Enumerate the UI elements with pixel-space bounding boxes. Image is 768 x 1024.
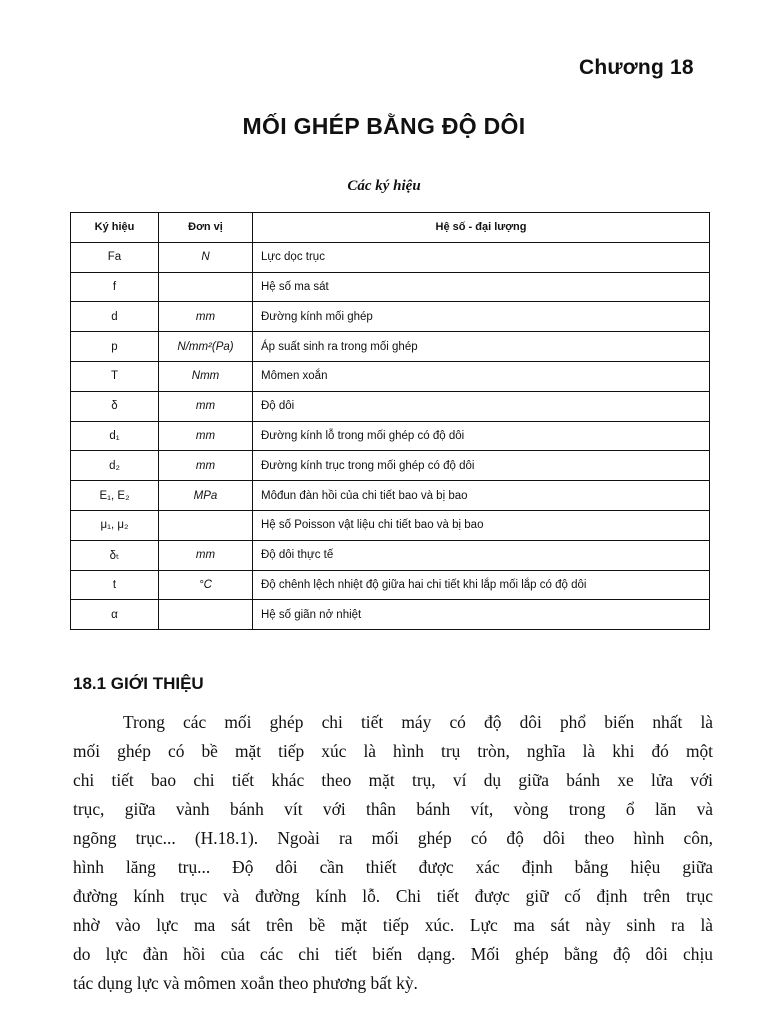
paragraph-line: nhờ vào lực ma sát trên bề mặt tiếp xúc. Lực ma sát này sinh ra là <box>73 915 713 935</box>
table-row <box>71 570 710 600</box>
paragraph-line: hình lăng trụ... Độ dôi cần thiết được xác định bằng hiệu giữa <box>73 857 713 877</box>
cell-symbol: μ₁, μ₂ <box>71 510 159 540</box>
paragraph-line: trục, giữa vành bánh vít với thân bánh vít, vòng trong ổ lăn và <box>73 799 713 819</box>
body-paragraph <box>73 708 713 998</box>
cell-symbol: d₂ <box>71 451 159 481</box>
cell-unit: N/mm²(Pa) <box>159 332 253 362</box>
table-row <box>71 332 710 362</box>
cell-symbol: d <box>71 302 159 332</box>
header-symbol: Ký hiệu <box>71 213 159 243</box>
cell-description: Hệ số ma sát <box>253 272 710 302</box>
table-row <box>71 361 710 391</box>
cell-description: Đường kính lỗ trong mối ghép có độ dôi <box>253 421 710 451</box>
cell-symbol: T <box>71 361 159 391</box>
cell-unit <box>159 272 253 302</box>
cell-description: Mômen xoắn <box>253 361 710 391</box>
paragraph-line: Trong các mối ghép chi tiết máy có độ dôi phổ biến nhất là <box>123 712 713 732</box>
cell-symbol: t <box>71 570 159 600</box>
cell-unit: Nmm <box>159 361 253 391</box>
paragraph-line: do lực đàn hồi của các chi tiết biến dạng. Mối ghép bằng độ dôi chịu <box>73 944 713 964</box>
cell-description: Đường kính trục trong mối ghép có độ dôi <box>253 451 710 481</box>
table-row <box>71 600 710 630</box>
header-quantity: Hệ số - đại lượng <box>253 213 710 243</box>
cell-unit: mm <box>159 421 253 451</box>
cell-unit: MPa <box>159 481 253 511</box>
cell-description: Áp suất sinh ra trong mối ghép <box>253 332 710 362</box>
cell-symbol: δₜ <box>71 540 159 570</box>
chapter-label: Chương 18 <box>579 56 694 79</box>
section-heading: 18.1 GIỚI THIỆU <box>73 674 204 693</box>
cell-unit <box>159 510 253 540</box>
paragraph-line: đường kính trục và đường kính lỗ. Chi tiết được giữ cố định trên trục <box>73 886 713 906</box>
cell-unit: mm <box>159 302 253 332</box>
cell-symbol: Fa <box>71 242 159 272</box>
cell-unit: mm <box>159 540 253 570</box>
table-row <box>71 391 710 421</box>
paragraph-line: ngõng trục... (H.18.1). Ngoài ra mối ghép có độ dôi theo hình côn, <box>73 828 713 848</box>
paragraph-line: mối ghép có bề mặt tiếp xúc là hình trụ tròn, nghĩa là khi đó một <box>73 741 713 761</box>
symbols-table <box>70 212 710 630</box>
table-row <box>71 510 710 540</box>
cell-description: Hệ số giãn nở nhiệt <box>253 600 710 630</box>
cell-unit <box>159 600 253 630</box>
cell-description: Độ dôi <box>253 391 710 421</box>
table-row <box>71 421 710 451</box>
table-row <box>71 242 710 272</box>
cell-description: Môđun đàn hồi của chi tiết bao và bị bao <box>253 481 710 511</box>
cell-description: Đường kính mối ghép <box>253 302 710 332</box>
cell-symbol: δ <box>71 391 159 421</box>
cell-unit: °C <box>159 570 253 600</box>
paragraph-line: tác dụng lực và mômen xoắn theo phương bất kỳ. <box>73 973 418 993</box>
header-unit: Đơn vị <box>159 213 253 243</box>
cell-symbol: f <box>71 272 159 302</box>
cell-description: Độ chênh lệch nhiệt độ giữa hai chi tiết khi lắp mối lắp có độ dôi <box>253 570 710 600</box>
cell-unit: N <box>159 242 253 272</box>
table-row <box>71 272 710 302</box>
table-row <box>71 451 710 481</box>
page-title: MỐI GHÉP BẰNG ĐỘ DÔI <box>242 113 526 139</box>
cell-description: Hệ số Poisson vật liệu chi tiết bao và bị bao <box>253 510 710 540</box>
cell-description: Độ dôi thực tế <box>253 540 710 570</box>
cell-symbol: α <box>71 600 159 630</box>
table-row <box>71 302 710 332</box>
table-header-row <box>71 213 710 243</box>
cell-symbol: E₁, E₂ <box>71 481 159 511</box>
cell-unit: mm <box>159 391 253 421</box>
cell-symbol: p <box>71 332 159 362</box>
table-row <box>71 540 710 570</box>
symbols-heading: Các ký hiệu <box>347 178 421 194</box>
cell-symbol: d₁ <box>71 421 159 451</box>
cell-unit: mm <box>159 451 253 481</box>
paragraph-line: chi tiết bao chi tiết khác theo mặt trụ, ví dụ giữa bánh xe lửa với <box>73 770 713 790</box>
table-row <box>71 481 710 511</box>
cell-description: Lực dọc trục <box>253 242 710 272</box>
